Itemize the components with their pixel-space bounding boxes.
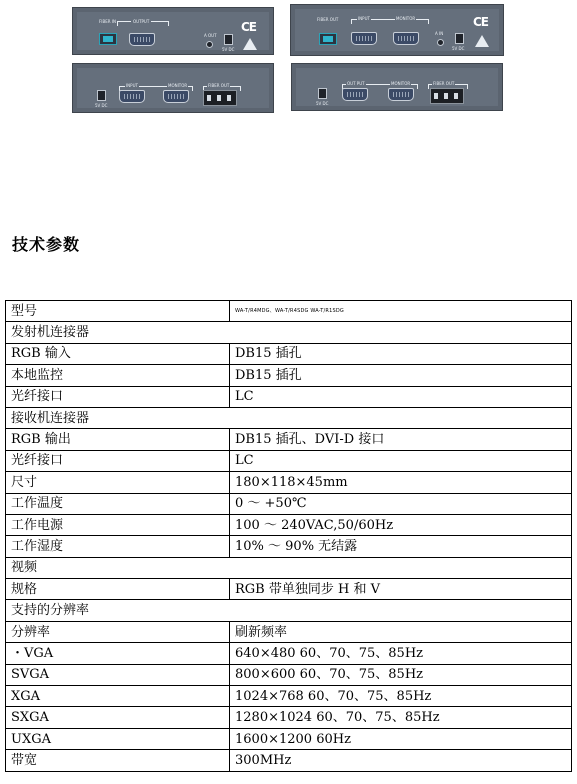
dc-power-jack: [455, 33, 464, 44]
table-row: [6, 728, 572, 749]
spec-value: WA-T/R4MDG、WA-T/R4SDG WA-T/R1SDG: [230, 301, 572, 322]
vga-input-port: [351, 32, 377, 45]
table-row: [6, 365, 572, 386]
ce-mark: CE: [473, 15, 489, 29]
spec-label: 光纤接口: [6, 450, 230, 471]
power-label: 5V DC: [222, 47, 235, 52]
table-row: [6, 493, 572, 514]
ce-mark: CE: [241, 20, 257, 34]
spec-label: SVGA: [6, 664, 230, 685]
table-row: [6, 621, 572, 642]
spec-value: 100 ～ 240VAC,50/60Hz: [230, 514, 572, 535]
spec-label: ・VGA: [6, 643, 230, 664]
section-row-label: 支持的分辨率: [6, 600, 572, 621]
spec-label: 尺寸: [6, 472, 230, 493]
warning-icon: [243, 38, 257, 50]
table-row: [6, 579, 572, 600]
fiber-port: [319, 33, 337, 45]
section-row-label: 接收机连接器: [6, 407, 572, 428]
audio-out-jack: [206, 41, 213, 48]
table-row: [6, 343, 572, 364]
spec-label: XGA: [6, 686, 230, 707]
fiber-out-label: FIBER OUT: [433, 81, 455, 86]
warning-icon: [475, 35, 489, 47]
spec-value: LC: [230, 386, 572, 407]
vga-monitor-port: [388, 88, 414, 101]
table-row: [6, 686, 572, 707]
output-label: OUTPUT: [133, 19, 150, 24]
spec-value: DB15 插孔: [230, 365, 572, 386]
dc-power-jack: [97, 90, 106, 101]
table-row: [6, 664, 572, 685]
spec-value: 800×600 60、70、75、85Hz: [230, 664, 572, 685]
table-row: [6, 514, 572, 535]
output-label: OUT PUT: [347, 81, 365, 86]
transmitter-rear-panel: [72, 63, 274, 113]
table-row: [6, 472, 572, 493]
section-heading: 技术参数: [12, 235, 81, 254]
dc-power-jack: [318, 88, 327, 99]
vga-output-port: [342, 88, 368, 101]
a-in-label: A IN: [435, 31, 444, 36]
spec-value: 10% ～ 90% 无结露: [230, 536, 572, 557]
dc-power-jack: [224, 34, 233, 45]
spec-value: 180×118×45mm: [230, 472, 572, 493]
vga-monitor-port: [393, 32, 419, 45]
vga-input-port: [119, 90, 145, 103]
spec-value: RGB 带单独同步 H 和 V: [230, 579, 572, 600]
power-label: 5V DC: [316, 101, 329, 106]
table-row: [6, 429, 572, 450]
spec-label: UXGA: [6, 728, 230, 749]
input-label: INPUT: [126, 83, 138, 88]
terminal-block: [430, 88, 464, 104]
spec-label: RGB 输出: [6, 429, 230, 450]
a-out-label: A OUT: [204, 33, 217, 38]
spec-value: 1024×768 60、70、75、85Hz: [230, 686, 572, 707]
table-row: [6, 301, 572, 322]
spec-label: 规格: [6, 579, 230, 600]
receiver-rear-panel: [291, 63, 503, 111]
vga-monitor-port: [163, 90, 189, 103]
spec-value: 1600×1200 60Hz: [230, 728, 572, 749]
spec-value: 0 ～ +50℃: [230, 493, 572, 514]
spec-label: RGB 输入: [6, 343, 230, 364]
spec-label: SXGA: [6, 707, 230, 728]
table-row: [6, 450, 572, 471]
spec-value: 1280×1024 60、70、75、85Hz: [230, 707, 572, 728]
table-row: [6, 707, 572, 728]
spec-label: 带宽: [6, 750, 230, 771]
product-photos: [0, 0, 577, 120]
section-row-label: 发射机连接器: [6, 322, 572, 343]
spec-value: 刷新频率: [230, 621, 572, 642]
spec-label: 光纤接口: [6, 386, 230, 407]
spec-value: DB15 插孔、DVI-D 接口: [230, 429, 572, 450]
fiber-out-label: FIBER OUT: [317, 17, 339, 22]
monitor-label: MONITOR: [391, 81, 411, 86]
table-row: [6, 600, 572, 621]
spec-value: DB15 插孔: [230, 343, 572, 364]
table-row: [6, 643, 572, 664]
table-row: [6, 407, 572, 428]
spec-value: 640×480 60、70、75、85Hz: [230, 643, 572, 664]
input-label: INPUT: [358, 16, 370, 21]
power-label: 5V DC: [95, 103, 108, 108]
spec-label: 工作湿度: [6, 536, 230, 557]
spec-label: 分辨率: [6, 621, 230, 642]
spec-value: LC: [230, 450, 572, 471]
fiber-out-label: FIBER OUT: [208, 83, 230, 88]
table-row: [6, 386, 572, 407]
spec-value: 300MHz: [230, 750, 572, 771]
table-row: [6, 536, 572, 557]
vga-output-port: [129, 33, 155, 46]
transmitter-front-panel: [72, 7, 274, 55]
monitor-label: MONITOR: [168, 83, 188, 88]
table-row: [6, 557, 572, 578]
monitor-label: MONITOR: [396, 16, 416, 21]
spec-label: 工作电源: [6, 514, 230, 535]
spec-label: 型号: [6, 301, 230, 322]
table-row: [6, 750, 572, 771]
section-row-label: 视频: [6, 557, 572, 578]
receiver-front-panel: [290, 4, 504, 56]
power-label: 5V DC: [452, 46, 465, 51]
table-row: [6, 322, 572, 343]
terminal-block: [203, 90, 237, 106]
audio-in-jack: [437, 39, 444, 46]
fiber-port: [99, 33, 117, 45]
spec-label: 本地监控: [6, 365, 230, 386]
spec-label: 工作温度: [6, 493, 230, 514]
spec-table: [5, 300, 572, 772]
fiber-in-label: FIBER IN: [99, 19, 116, 24]
